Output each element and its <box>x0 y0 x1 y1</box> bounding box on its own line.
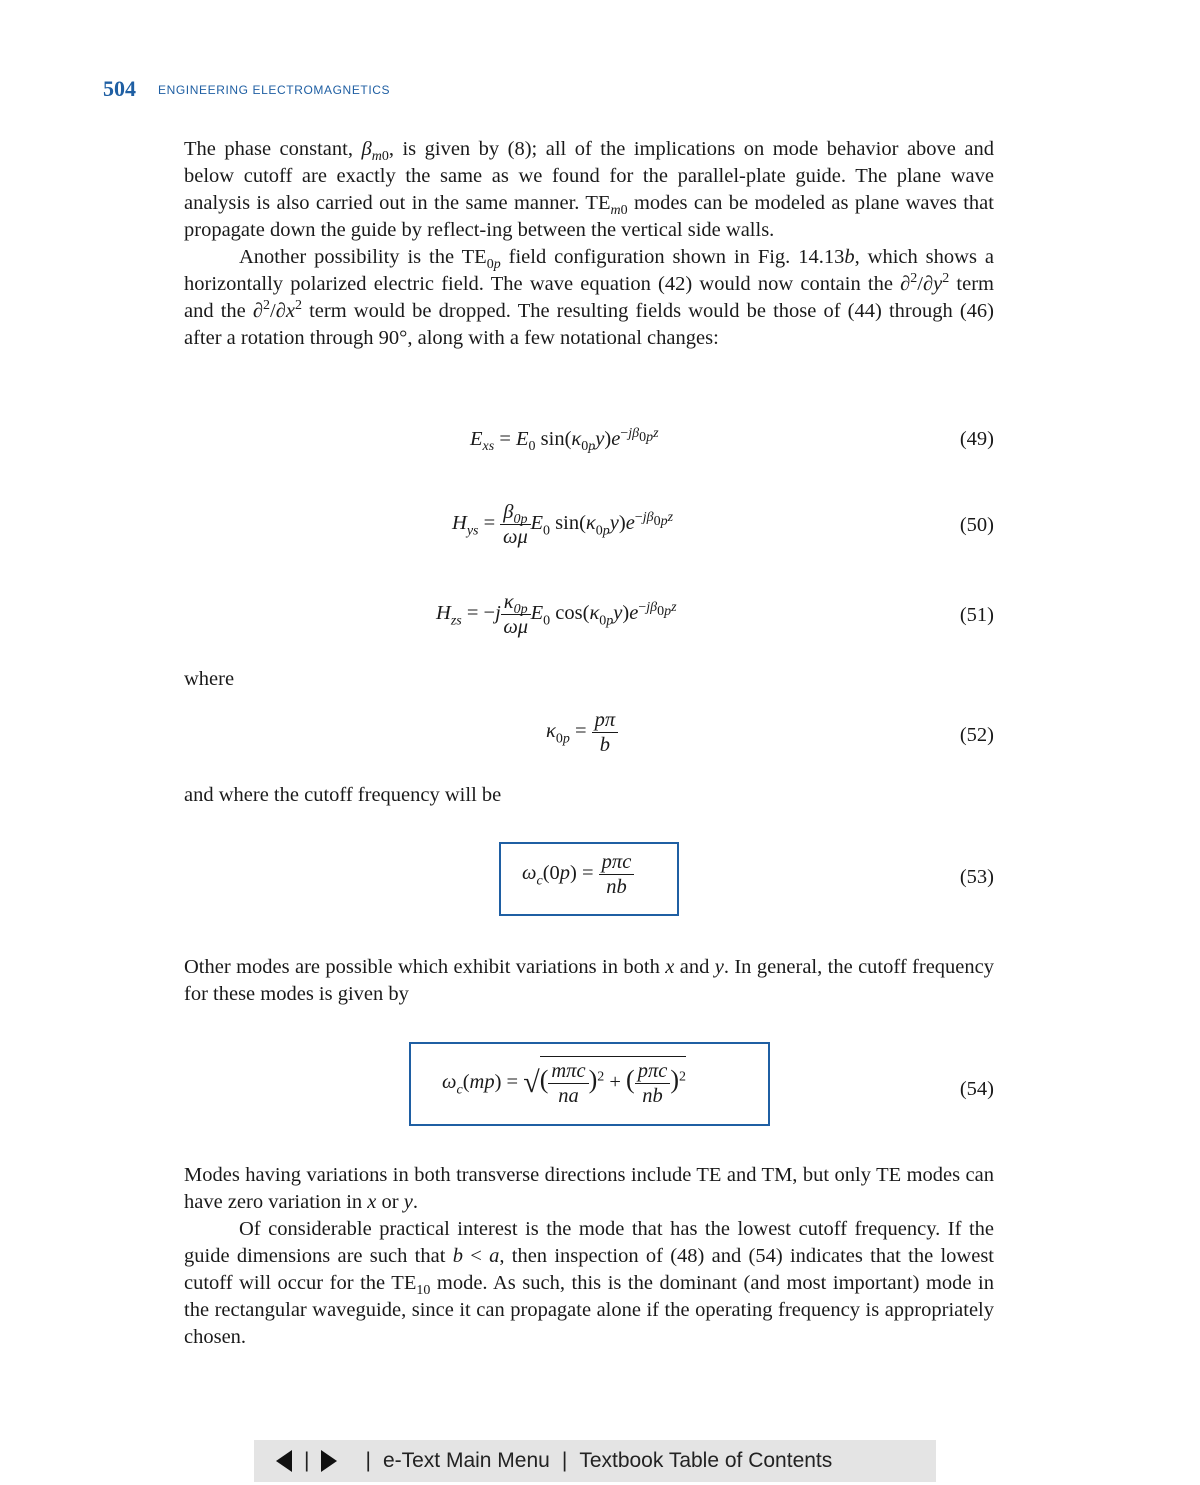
equation-number: (54) <box>959 1078 994 1100</box>
text-where: where <box>184 668 235 690</box>
paragraph-phase-constant: The phase constant, $\beta_{m0}$, is given by (8); all of the implications on mode behavior above and below cutoff are exactly the same as we found for the parallel-plate guide. The plane wave analysis is also carried out in the same manner. $TE_{m0}$ modes can be modeled as plane waves that propagate down the guide by reflect-ing between the vertical side walls. Another possibility is the $TE_{0p}$ field configuration shown in Fig. 14.13b, which shows a horizontally polarized electric field. The wave equation (42) would now contain the $\partial^2/\partial y^2$ term and the $\partial^2/\partial x^2$ term would be dropped. The resulting fields would be those of (44) through (46) after a rotation through 90°, along with a few notational changes: <box>184 138 994 349</box>
book-title: ENGINEERING ELECTROMAGNETICS <box>158 83 391 97</box>
nav-separator: | <box>561 1449 568 1472</box>
equation-number: (49) <box>959 428 994 450</box>
equation-number: (53) <box>959 866 994 888</box>
navigation-bar <box>254 1440 936 1482</box>
equation-number: (50) <box>959 514 994 536</box>
previous-page-arrow-icon[interactable] <box>276 1450 292 1472</box>
text-and-where: and where the cutoff frequency will be <box>184 784 502 806</box>
equation-number: (52) <box>959 724 994 746</box>
paragraph-other-modes: Other modes are possible which exhibit variations in both x and y. In general, the cutoff frequency for these modes is given by <box>184 956 995 1005</box>
equation-number: (51) <box>959 604 994 626</box>
paragraph-modes-having: Modes having variations in both transverse directions include TE and TM, but only TE modes can have zero variation in x or y. Of considerable practical interest is the mode that has the lowest cutoff frequency. If the guide dimensions are such that b < a, then inspection of (48) and (54) indicates that the lowest cutoff will occur for the $TE_{10}$ mode. As such, this is the dominant (and most important) mode in the rectangular waveguide, since it can propagate alone if the operating frequency is appropriately chosen. <box>184 1164 995 1348</box>
nav-separator: | <box>365 1449 371 1472</box>
page-header <box>103 76 390 102</box>
text-modes-having: Modes having variations in both transverse directions include TE and TM, but only TE modes can have zero variation in <box>184 1164 994 1213</box>
page-number: 504 <box>103 76 136 101</box>
nav-separator: | <box>304 1449 310 1472</box>
next-page-arrow-icon[interactable] <box>321 1450 337 1472</box>
textbook-toc-link[interactable]: Textbook Table of Contents <box>579 1449 833 1472</box>
etext-main-menu-link[interactable]: e-Text Main Menu <box>382 1449 550 1472</box>
